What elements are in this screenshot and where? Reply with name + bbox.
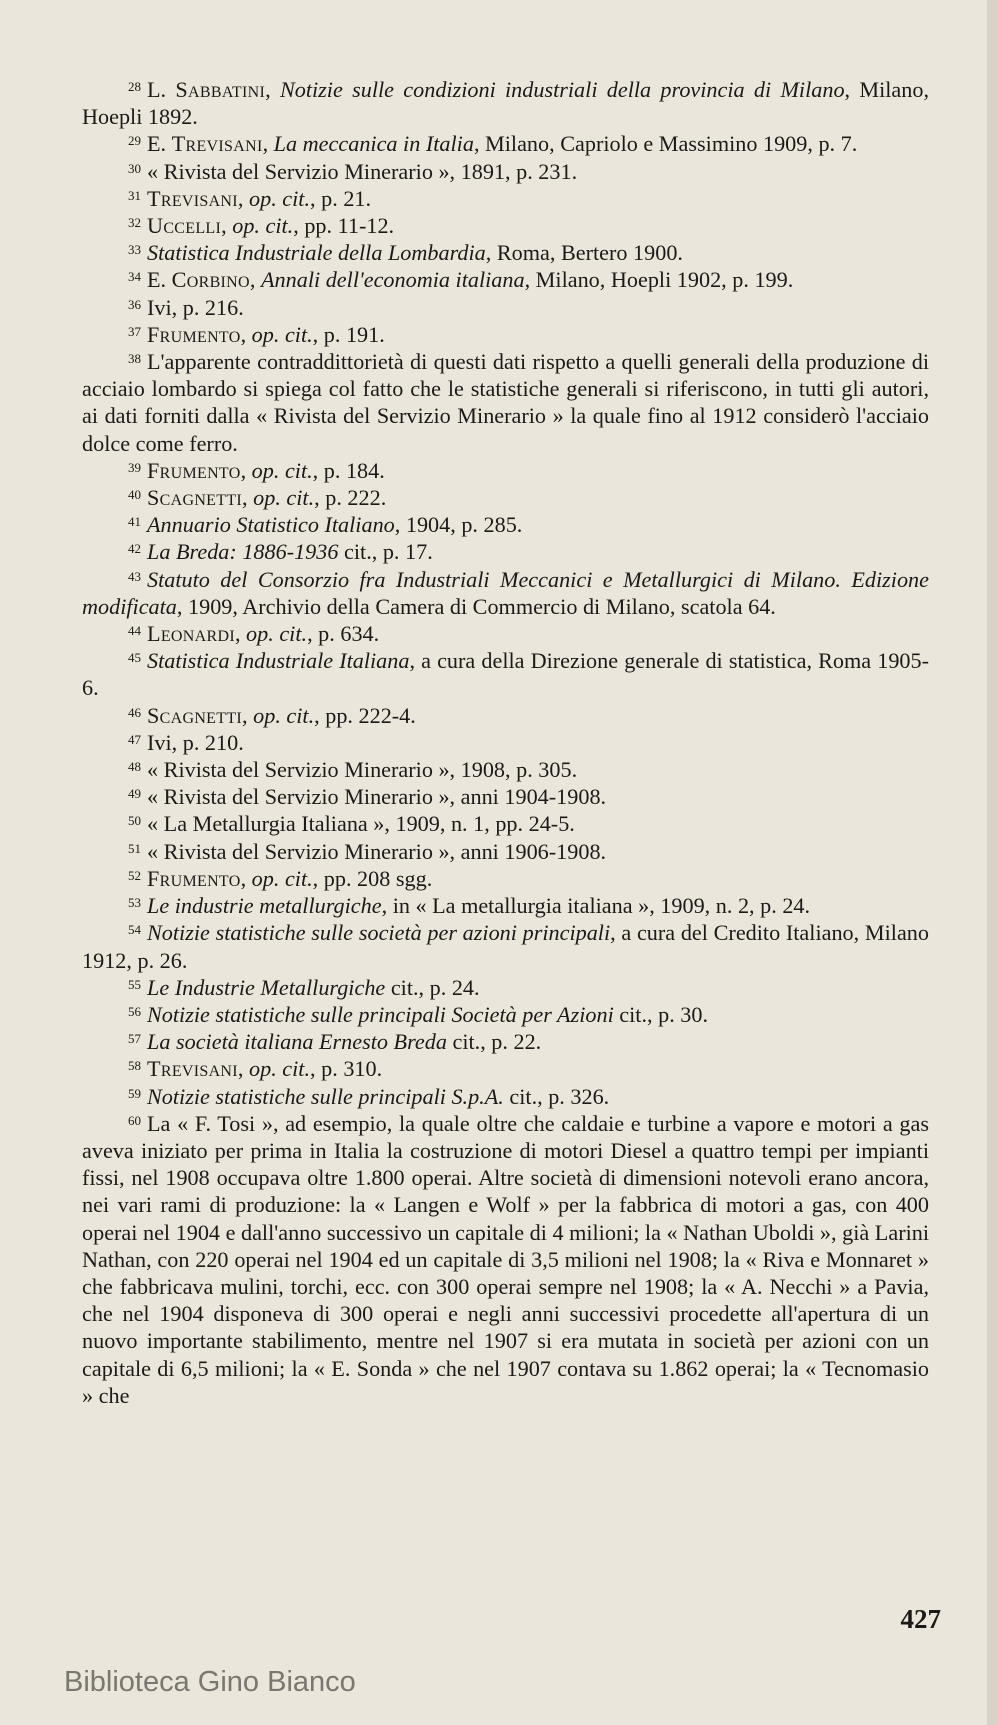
title-italic: Statistica Industriale Italiana bbox=[147, 648, 410, 674]
author-name: Corbino bbox=[171, 267, 250, 293]
footnote-text: , bbox=[262, 131, 274, 157]
title-italic: op. cit. bbox=[246, 621, 308, 647]
footnote-text: cit., p. 24. bbox=[385, 974, 480, 1000]
footnote-number: 33 bbox=[128, 242, 141, 258]
footnote-number: 47 bbox=[128, 731, 141, 747]
footnote bbox=[82, 756, 929, 783]
footnote-number: 59 bbox=[128, 1085, 141, 1101]
title-italic: op. cit. bbox=[253, 702, 315, 728]
footnote bbox=[82, 484, 929, 511]
footnote-number: 36 bbox=[128, 296, 141, 312]
title-italic: Le Industrie Metallurgiche bbox=[147, 974, 386, 1000]
footnote bbox=[82, 130, 929, 157]
footnote bbox=[82, 239, 929, 266]
footnote-number: 45 bbox=[128, 650, 141, 666]
footnote-text: L. bbox=[147, 77, 176, 102]
footnote-number: 49 bbox=[128, 786, 141, 802]
footnote bbox=[82, 457, 929, 484]
footnote-text: , 1909, Archivio della Camera di Commercio di Milano, scatola 64. bbox=[176, 593, 776, 619]
author-name: Sabbatini bbox=[175, 77, 266, 102]
footnote bbox=[82, 838, 929, 865]
footnote-text: , bbox=[242, 485, 254, 511]
footnote-text: , p. 310. bbox=[310, 1056, 383, 1082]
footnote-text: , bbox=[221, 213, 233, 239]
footnote-number: 52 bbox=[128, 867, 141, 883]
footnote-text: Ivi, p. 210. bbox=[147, 729, 244, 755]
footnote-text: E. bbox=[147, 267, 172, 293]
footnote bbox=[82, 919, 929, 973]
footnote-number: 37 bbox=[128, 323, 141, 339]
footnote-number: 50 bbox=[128, 813, 141, 829]
title-italic: Notizie statistiche sulle principali S.p.A. bbox=[147, 1083, 504, 1109]
footnote bbox=[82, 1055, 929, 1082]
footnote-text: , Milano, Capriolo e Massimino 1909, p. 7. bbox=[473, 131, 858, 157]
footnote-text: L'apparente contraddittorietà di questi dati rispetto a quelli generali della produzione di acciaio lombardo si spiega col fatto che le statistiche generali si riferiscono, in tutti gli autori, ai dati forniti dalla « Rivista del Servizio Minerario » la quale fino al 1912 considerò l'acciaio dolce come ferro. bbox=[82, 349, 929, 456]
footnote bbox=[82, 702, 929, 729]
footnote bbox=[82, 566, 929, 620]
footnote-text: , bbox=[240, 321, 252, 347]
author-name: Frumento bbox=[147, 865, 241, 891]
author-name: Trevisani bbox=[171, 131, 263, 157]
footnote-text: cit., p. 30. bbox=[613, 1001, 709, 1027]
footnote-text: , bbox=[265, 77, 280, 102]
footnote-text: , bbox=[237, 1056, 250, 1082]
title-italic: Le industrie metallurgiche bbox=[147, 893, 382, 919]
footnote-text: , p. 184. bbox=[312, 457, 385, 483]
footnote-text: cit., p. 17. bbox=[338, 539, 433, 565]
footnote bbox=[82, 76, 929, 130]
footnote bbox=[82, 266, 929, 293]
author-name: Frumento bbox=[147, 321, 241, 347]
footnote-text: La « F. Tosi », ad esempio, la quale oltre che caldaie e turbine a vapore e motori a gas aveva iniziato per prima in Italia la costruzione di motori Diesel a quattro tempi per impianti fissi, nel 1908 occupava oltre 1.800 operai. Altre società di dimensioni notevoli erano ancora, nei vari rami di produzione: la « Langen e Wolf » per la fabbrica di motori a gas, con 400 operai nel 1904 e dall'anno successivo un capitale di 4 milioni; la « Nathan Uboldi », già Larini Nathan, con 220 operai nel 1904 ed un capitale di 3,5 milioni nel 1908; la « Riva e Monnaret » che fabbricava mulini, torchi, ecc. con 300 operai sempre nel 1908; la « A. Necchi » a Pavia, che nel 1904 disponeva di 300 operai e negli anni successivi procedette all'apertura di un nuovo importante stabilimento, mentre nel 1907 si era mutata in società per azioni con un capitale di 6,5 milioni; la « E. Sonda » che nel 1907 contava su 1.862 operai; la « Tecnomasio » che bbox=[82, 1110, 929, 1408]
title-italic: Annuario Statistico Italiano bbox=[147, 512, 395, 538]
footnote-number: 32 bbox=[128, 215, 141, 231]
footnote-text: , 1904, p. 285. bbox=[394, 512, 523, 538]
footnote bbox=[82, 892, 929, 919]
title-italic: La società italiana Ernesto Breda bbox=[147, 1029, 447, 1055]
footnote-number: 30 bbox=[128, 160, 141, 176]
footnote-text: , bbox=[240, 865, 252, 891]
footnote-text: « Rivista del Servizio Minerario », anni 1904-1908. bbox=[147, 784, 607, 810]
footnote bbox=[82, 729, 929, 756]
footnote-text: , in « La metallurgia italiana », 1909, n. 2, p. 24. bbox=[381, 893, 811, 919]
footnote-text: , bbox=[249, 267, 261, 293]
title-italic: op. cit. bbox=[251, 321, 313, 347]
footnote bbox=[82, 1083, 929, 1110]
footnote-number: 46 bbox=[128, 704, 141, 720]
footnote bbox=[82, 158, 929, 185]
footnote-text: « Rivista del Servizio Minerario », 1891, p. 231. bbox=[147, 158, 578, 184]
footnote-number: 55 bbox=[128, 976, 141, 992]
footnote-number: 38 bbox=[128, 351, 141, 367]
footnote-number: 54 bbox=[128, 922, 141, 938]
footnote-text: , p. 222. bbox=[314, 485, 387, 511]
author-name: Frumento bbox=[147, 457, 241, 483]
footnote-number: 28 bbox=[128, 79, 141, 94]
author-name: Trevisani bbox=[147, 185, 238, 211]
footnote-number: 44 bbox=[128, 623, 141, 639]
footnote bbox=[82, 185, 929, 212]
footnote bbox=[82, 294, 929, 321]
footnote-number: 51 bbox=[128, 840, 141, 856]
title-italic: La Breda: 1886-1936 bbox=[147, 539, 339, 565]
footnote-number: 53 bbox=[128, 895, 141, 911]
footnote bbox=[82, 647, 929, 701]
title-italic: Notizie statistiche sulle principali Società per Azioni bbox=[147, 1001, 614, 1027]
footnote bbox=[82, 620, 929, 647]
title-italic: op. cit. bbox=[232, 213, 294, 239]
footnote-text: « Rivista del Servizio Minerario », 1908, p. 305. bbox=[147, 757, 578, 783]
author-name: Leonardi bbox=[147, 621, 235, 647]
footnote-number: 58 bbox=[128, 1058, 141, 1074]
library-watermark: Biblioteca Gino Bianco bbox=[64, 1666, 356, 1698]
footnote-text: , pp. 11-12. bbox=[293, 213, 395, 239]
footnote-number: 31 bbox=[128, 187, 141, 203]
title-italic: Annali dell'economia italiana bbox=[261, 267, 525, 293]
footnote-number: 42 bbox=[128, 541, 141, 557]
title-italic: op. cit. bbox=[253, 485, 315, 511]
footnote-number: 29 bbox=[128, 133, 141, 149]
footnote bbox=[82, 974, 929, 1001]
footnote bbox=[82, 321, 929, 348]
footnote-text: , bbox=[237, 185, 250, 211]
page-number: 427 bbox=[900, 1604, 941, 1634]
footnote-text: , p. 634. bbox=[307, 621, 380, 647]
footnote-number: 39 bbox=[128, 459, 141, 475]
footnote-number: 40 bbox=[128, 487, 141, 503]
title-italic: op. cit. bbox=[251, 457, 313, 483]
footnotes-list bbox=[82, 76, 929, 1409]
author-name: Uccelli bbox=[147, 213, 222, 239]
title-italic: Notizie statistiche sulle società per azioni principali bbox=[147, 920, 611, 946]
footnote-text: , a cura del Credito Italiano, Milano 1912, p. 26. bbox=[82, 920, 929, 973]
page-edge bbox=[987, 0, 997, 1725]
footnote-text: , bbox=[242, 702, 254, 728]
footnote-text: « La Metallurgia Italiana », 1909, n. 1, pp. 24-5. bbox=[147, 811, 575, 837]
footnote bbox=[82, 783, 929, 810]
footnote-text: , bbox=[240, 457, 252, 483]
footnote bbox=[82, 1001, 929, 1028]
footnote-text: , a cura della Direzione generale di statistica, Roma 1905-6. bbox=[82, 648, 929, 701]
author-name: Scagnetti bbox=[147, 485, 243, 511]
footnote bbox=[82, 348, 929, 457]
footnote-text: E. bbox=[147, 131, 172, 157]
footnote bbox=[82, 538, 929, 565]
footnote-number: 57 bbox=[128, 1031, 141, 1047]
footnote bbox=[82, 212, 929, 239]
footnote-number: 60 bbox=[128, 1112, 141, 1128]
title-italic: op. cit. bbox=[249, 185, 311, 211]
footnote-text: Ivi, p. 216. bbox=[147, 294, 244, 320]
title-italic: Statistica Industriale della Lombardia bbox=[147, 240, 486, 266]
footnote-text: cit., p. 22. bbox=[446, 1029, 542, 1055]
footnote-number: 56 bbox=[128, 1003, 141, 1019]
footnote-text: , Roma, Bertero 1900. bbox=[485, 240, 683, 266]
footnote-number: 43 bbox=[128, 568, 141, 584]
footnote-text: , pp. 222-4. bbox=[314, 702, 416, 728]
footnote-text: cit., p. 326. bbox=[503, 1083, 610, 1109]
footnote-text: , p. 191. bbox=[312, 321, 385, 347]
title-italic: op. cit. bbox=[251, 865, 313, 891]
footnote bbox=[82, 511, 929, 538]
footnote-text: , bbox=[234, 621, 247, 647]
footnote bbox=[82, 1028, 929, 1055]
footnote bbox=[82, 1110, 929, 1409]
footnote bbox=[82, 810, 929, 837]
footnote-text: , Milano, Hoepli 1902, p. 199. bbox=[524, 267, 794, 293]
title-italic: Notizie sulle condizioni industriali della provincia di Milano bbox=[279, 77, 845, 102]
title-italic: Statuto del Consorzio fra Industriali Meccanici e Metallurgici di Milano. Edizione modificata bbox=[82, 566, 929, 619]
footnote-text: « Rivista del Servizio Minerario », anni 1906-1908. bbox=[147, 838, 607, 864]
footnote-number: 34 bbox=[128, 269, 141, 285]
footnote-text: , pp. 208 sgg. bbox=[312, 865, 433, 891]
author-name: Scagnetti bbox=[147, 702, 243, 728]
footnote-number: 48 bbox=[128, 759, 141, 775]
footnote-number: 41 bbox=[128, 514, 141, 530]
footnote bbox=[82, 865, 929, 892]
footnote-text: , Milano, Hoepli 1892. bbox=[82, 77, 930, 130]
footnote-text: , p. 21. bbox=[310, 185, 372, 211]
title-italic: La meccanica in Italia bbox=[273, 131, 474, 157]
author-name: Trevisani bbox=[147, 1056, 238, 1082]
title-italic: op. cit. bbox=[249, 1056, 311, 1082]
